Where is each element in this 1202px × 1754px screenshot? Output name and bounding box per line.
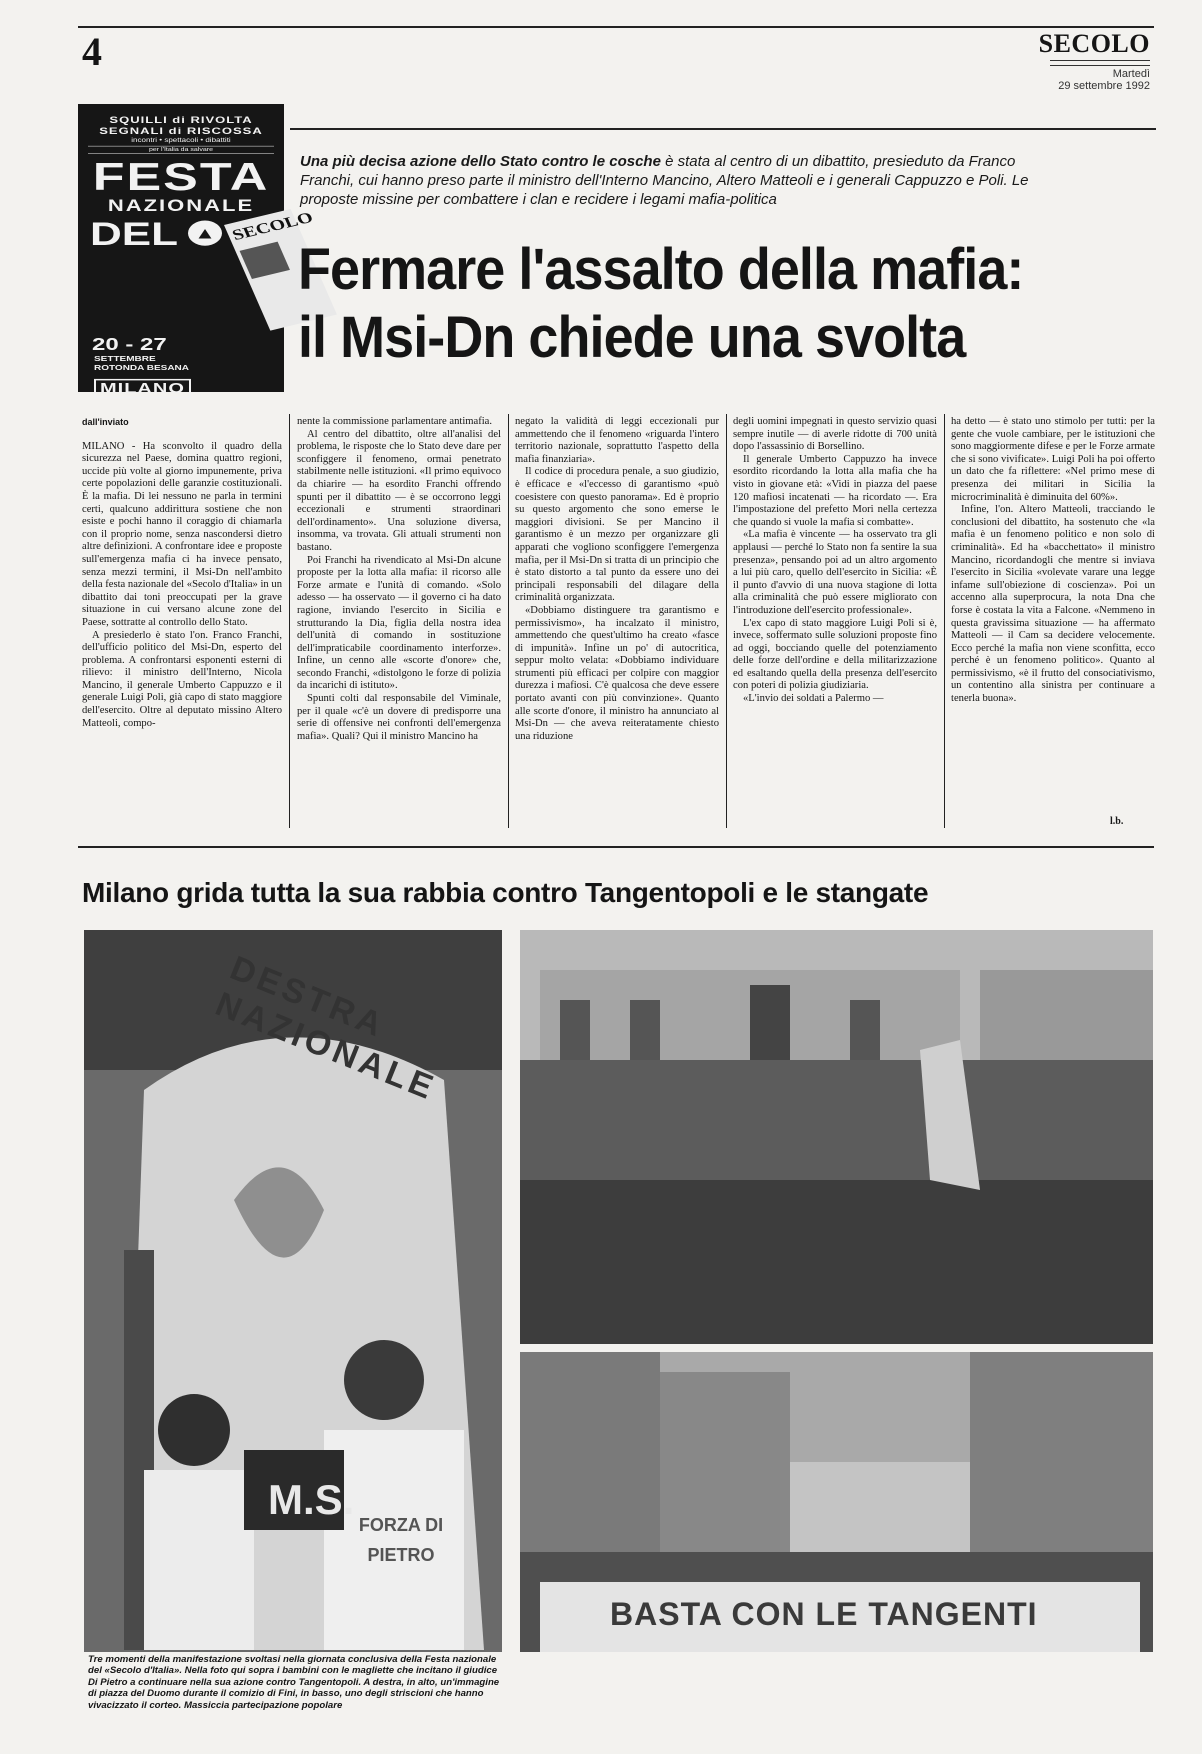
- byline: l.b.: [1110, 816, 1124, 827]
- article-kicker: [300, 152, 1070, 209]
- column-divider: [289, 414, 290, 828]
- photo-children-with-shirts: [84, 930, 502, 1652]
- ad-nazionale: NAZIONALE: [107, 196, 255, 215]
- dateline: dall'inviato: [82, 417, 129, 427]
- ad-line-2: SEGNALI di RISCOSSA: [99, 125, 263, 137]
- masthead-day: Martedì: [1112, 68, 1150, 80]
- headline-line-2: il Msi-Dn chiede una svolta: [298, 305, 966, 370]
- protest-banner-text: BASTA CON LE TANGENTI: [610, 1596, 1038, 1632]
- column-paragraph: negato la validità di leggi eccezionali pur ammettendo che il fenomeno «riguarda l'intero territorio nazionale, soprattutto l'aspetto della mafia finanziaria».: [515, 416, 719, 465]
- section-rule: [78, 846, 1154, 848]
- page-number: 4: [82, 29, 102, 74]
- column-divider: [508, 414, 509, 828]
- column-paragraph: «La mafia è vincente — ha osservato tra gli applausi — perché lo Stato non fa sentire la sua presenza», pensando poi ad un altro argomento a lui più caro, quello dell'esercito in Sicilia: «È il punto d'avvio di una nuova stagione di lotta alla criminalità che può essere migliorato con l'introduzione dell'esercito professionale».: [733, 529, 937, 616]
- photo-story-headline: Milano grida tutta la sua rabbia contro Tangentopoli e le stangate: [82, 877, 929, 908]
- ad-del: DEL: [90, 216, 178, 253]
- ad-line-1: SQUILLI di RIVOLTA: [109, 114, 253, 126]
- article-column-2: [297, 416, 501, 828]
- article-column-3: [515, 416, 719, 828]
- column-paragraph: Poi Franchi ha rivendicato al Msi-Dn alcune proposte per la lotta alla mafia: il ricorso alle Forze armate e l'unità di comando. «Solo adesso — ha osservato — il governo ci ha dato ragione, inviando l'esercito in Sicilia e strutturando la Dia, figlia della nostra idea dell'unità di comando in sostituzione dell'impraticabile coordinamento interforze». Infine, un cenno alle «scorte d'onore» che, secondo Franchi, «distolgono le forze di polizia da incarichi di istituto».: [297, 554, 501, 692]
- kicker-rest: è stata al centro di un dibattito, presieduto da Franco Franchi, cui hanno preso parte il ministro dell'Interno Mancino, Altero Matteoli e i generali Cappuzzo e Poli. Le proposte missine per combattere i clan e recidere i legami mafia-politica: [300, 153, 1029, 208]
- photo-march-banner: [520, 1352, 1153, 1652]
- column-paragraph: Infine, l'on. Altero Matteoli, tracciando le conclusioni del dibattito, ha sostenuto che «la mafia è un fenomeno politico e non solo di criminalità». Ed ha «bacchettato» il ministro Mancino, ricordandogli che mentre si inviava l'esercito in Sicilia «volevate varare una legge infame sull'obiezione di coscienza». Poi un accenno alla superprocura, la nota Dna che forse è costata la vita a Falcone. «Nemmeno in questa gravissima situazione — ha affermato Matteoli — il Cam sa decidere velocemente. Ecco perché la mafia non viene sconfitta, ecco perché è un fenomeno politico». Quanto al permissivismo, «è il frutto del consociativismo, un contentino alla sinistra per continuare a tenerla buona».: [951, 504, 1155, 705]
- column-paragraph: Spunti colti dal responsabile del Viminale, per il quale «c'è un dovere di predisporre una serie di offensive nei confronti dell'emergenza mafia». Quali? Qui il ministro Mancino ha: [297, 693, 501, 742]
- shirt-text: FORZA DI PIETRO: [358, 1515, 444, 1565]
- ad-line-4: per l'Italia da salvare: [88, 146, 274, 154]
- ad-days: 20 - 27: [92, 334, 167, 355]
- article-column-4: [733, 416, 937, 828]
- column-paragraph: Il generale Umberto Cappuzzo ha invece esordito ricordando la lotta alla mafia che ha visto in giovane età: «Vidi in piazza del paese 120 mafiosi incatenati — ha ricordato —. Era l'impostazione del prefetto Mori nella certezza che quando si vuole la mafia si combatte».: [733, 453, 937, 528]
- column-paragraph: Il codice di procedura penale, a suo giudizio, è efficace e «l'eccesso di garantismo «può coesistere con questo panorama». Ed è proprio su questo argomento che sono emerse le maggiori divisioni. Se per Mancino il garantismo è un mezzo per organizzare gli apparati che vogliono sconfiggere l'emergenza mafia, per il Msi-Dn si tratta di un principio che è stato distorto a tal punto da essere uno dei principali responsabili del dilagare della criminalità organizzata.: [515, 466, 719, 604]
- ad-venue: ROTONDA BESANA: [94, 364, 190, 373]
- photo-duomo-crowd: [520, 930, 1153, 1344]
- ad-paper-name: SECOLO: [229, 209, 316, 244]
- masthead-name: SECOLO: [1038, 29, 1150, 58]
- column-paragraph: A presiederlo è stato l'on. Franco Franchi, dell'ufficio politico del Msi-Dn, esperto del problema. A confrontarsi esponenti esterni di rilievo: il ministro dell'Interno, Nicola Mancino, il generale Umberto Cappuzzo e il generale Luigi Poli, già capo di stato maggiore dell'esercito. Oltre al deputato missino Altero Matteoli, compo-: [82, 629, 282, 729]
- top-rule: [78, 26, 1154, 28]
- article-column-1: [82, 416, 282, 828]
- column-paragraph: L'ex capo di stato maggiore Luigi Poli si è, invece, soffermato sulle soluzioni proposte fino ad oggi, bocciando quelle del potenziamento delle forze dell'ordine e della militarizzazione ed esaltando quella della presenza dell'esercito con poteri di polizia giudiziaria.: [733, 617, 937, 692]
- column-paragraph: «Dobbiamo distinguere tra garantismo e permissivismo», ha incalzato il ministro, ammettendo che quest'ultimo ha creato «fasce di impunità». Infine un po' di autocritica, seppur molto velata: «Dobbiamo individuare strumenti più efficaci per colpire con maggior durezza i mafiosi. C'è qualcosa che deve essere portato avanti con più convinzione». Quanto alle scorte d'onore, il ministro ha annunciato al Msi-Dn — che aveva reiteratamente chiesto una riduzione: [515, 604, 719, 742]
- column-divider: [726, 414, 727, 828]
- ad-month: SETTEMBRE: [94, 355, 156, 364]
- column-paragraph: Al centro del dibattito, oltre all'analisi del problema, le risposte che lo Stato deve dare per sconfiggere il fenomeno, ormai penetrato stabilmente nelle istituzioni. «Il primo equivoco da chiarire — ha esordito Franchi offrendo spunti per il dibattito — è se occorrono leggi eccezionali e strumenti straordinari dell'ordinamento». Una soluzione diversa, insomma, va trovata. Gli attuali strumenti non bastano.: [297, 428, 501, 553]
- column-paragraph: nente la commissione parlamentare antimafia.: [297, 416, 493, 427]
- festa-advertisement: [78, 104, 316, 397]
- column-paragraph: MILANO - Ha sconvolto il quadro della sicurezza nel Paese, domina quattro regioni, uccide più volte al giorno impunemente, priva certe popolazioni delle garanzie costituzionali. È la mafia. Di lei nessuno ne parla in termini certi, qualcuno addirittura sostiene che non esiste e pochi hanno il coraggio di chiamarla con il proprio nome, senza nascondersi dietro altre definizioni. A confrontare idee e proposte sull'emergenza mafia ci ha invece pensato, senza mezzi termini, il Msi-Dn nell'ambito della festa nazionale del «Secolo d'Italia» in un dibattito dai toni preoccupati per la grave situazione in cui versano alcune zone del Paese, sottratte al controllo dello Stato.: [82, 440, 282, 628]
- kicker-lead: Una più decisa azione dello Stato contro le cosche: [300, 153, 661, 170]
- photo-caption: Tre momenti della manifestazione svoltasi nella giornata conclusiva della Festa nazionale del «Secolo d'Italia». Nella foto qui sopra i bambini con le magliette che incitano il giudice Di Pietro a continuare nella sua azione contro Tangentopoli. A destra, in alto, un'immagine di piazza del Duomo durante il comizio di Fini, in basso, uno degli striscioni che hanno vivacizzato il corteo. Massiccia partecipazione popolare: [88, 1654, 500, 1711]
- article-headline: [298, 236, 1070, 372]
- column-paragraph: «L'invio dei soldati a Palermo —: [743, 693, 884, 705]
- masthead: [1020, 30, 1150, 92]
- ad-line-3: incontri • spettacoli • dibattiti: [131, 136, 231, 144]
- banner-text: M.S.: [268, 1476, 355, 1523]
- ad-festa: FESTA: [92, 156, 270, 200]
- masthead-date: 29 settembre 1992: [1058, 80, 1150, 92]
- flag-text: DESTRA NAZIONALE: [210, 948, 442, 1109]
- column-divider: [944, 414, 945, 828]
- ad-city: MILANO: [94, 379, 191, 398]
- column-paragraph: degli uomini impegnati in questo servizio quasi sempre inutile — di averle ridotte di 700 unità dopo l'assassinio di Borsellino.: [733, 416, 937, 453]
- ad-paper-photo: [240, 242, 290, 279]
- article-column-5: [951, 416, 1155, 812]
- column-paragraph: ha detto — è stato uno stimolo per tutti: per la gente che vuole cambiare, per le istituzioni che sono maggiormente difese e per le Forze armate che si sono vivificate». Luigi Poli ha poi offerto un dato che fa riflettere: «Nel primo mese di presenza dei militari in Sicilia la microcriminalità è diminuita del 60%».: [951, 416, 1155, 503]
- flame-logo-icon: ▲: [188, 221, 222, 246]
- photo-duomo-drawing: [520, 930, 1153, 1344]
- headline-line-1: Fermare l'assalto della mafia:: [298, 237, 1024, 302]
- header-rule: [290, 128, 1156, 130]
- masthead-underline: [1050, 60, 1150, 66]
